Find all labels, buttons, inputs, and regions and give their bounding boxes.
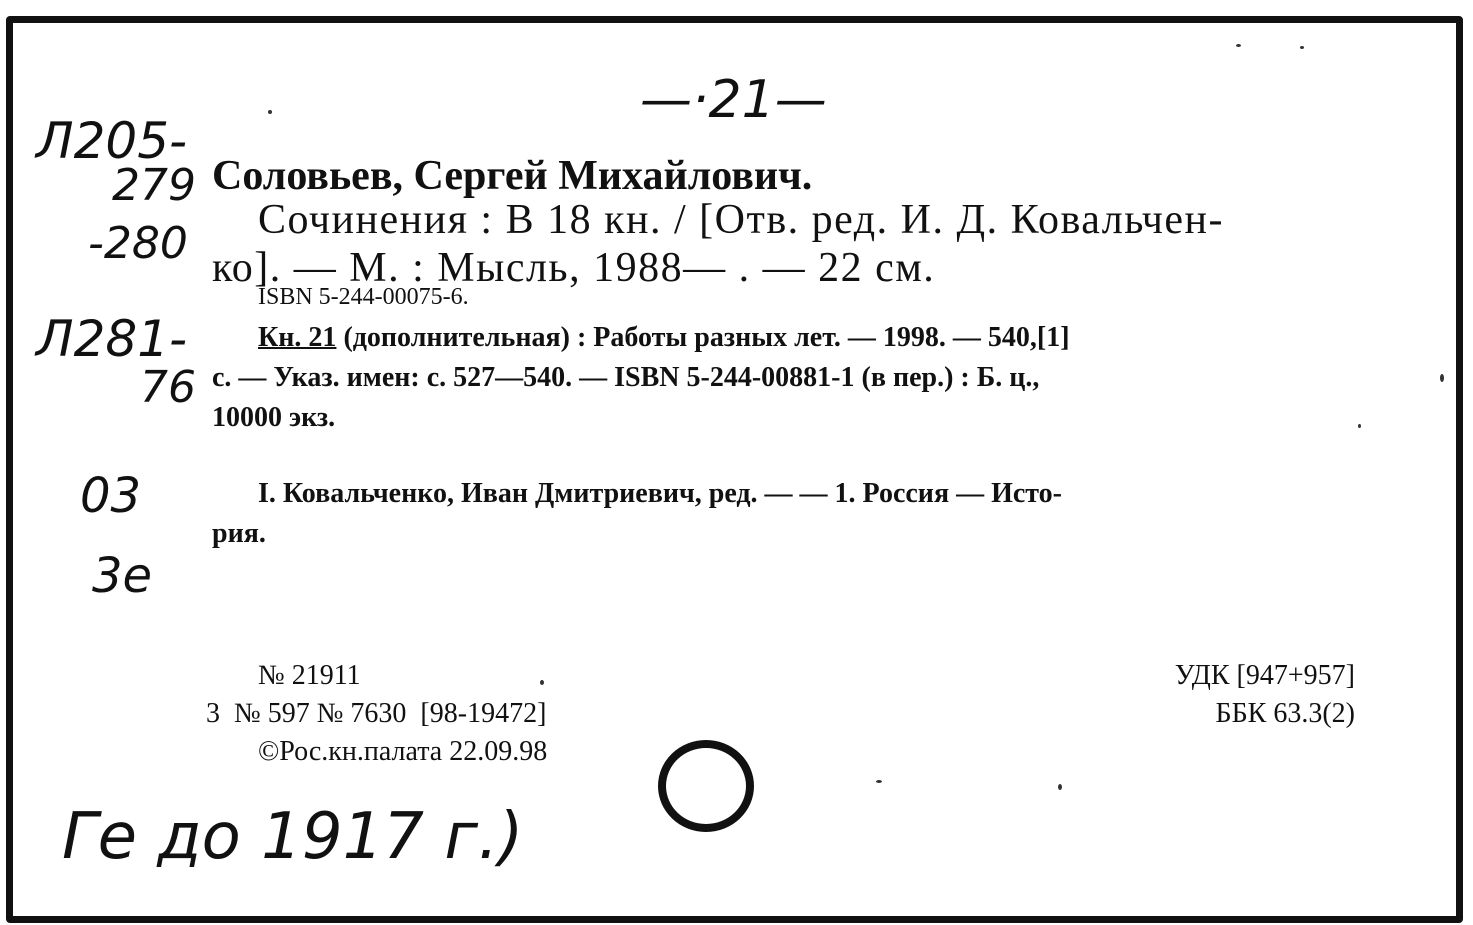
- handwritten-shelfmark-1-range-start: 279: [112, 160, 196, 211]
- scan-speck: [1058, 784, 1062, 790]
- scan-speck: [1358, 424, 1361, 428]
- handwritten-code-2: 3е: [92, 548, 153, 604]
- volume-line-1-rest: (дополнительная) : Работы разных лет. — 1998. — 540,[1]: [336, 322, 1070, 353]
- footer-number-2: 3 № 597 № 7630 [98-19472]: [206, 698, 547, 729]
- scan-speck: [1440, 374, 1444, 382]
- volume-label: Кн. 21: [258, 322, 337, 353]
- tracing-line-2: рия.: [212, 518, 266, 549]
- handwritten-code-1: 03: [80, 468, 142, 524]
- scan-speck: [876, 780, 882, 783]
- scan-speck: [540, 680, 544, 685]
- footer-number-1: № 21911: [258, 660, 361, 691]
- handwritten-shelfmark-1-range-end: -280: [88, 218, 188, 269]
- handwritten-shelfmark-1: Л205-: [36, 112, 188, 170]
- scan-speck: [268, 110, 272, 114]
- card-hole-circle: [658, 740, 754, 832]
- title-line-1: Сочинения : В 18 кн. / [Отв. ред. И. Д. Ковальчен-: [258, 197, 1224, 243]
- footer-book-chamber: ©Рос.кн.палата 22.09.98: [258, 736, 548, 767]
- title-line-2: ко]. — М. : Мысль, 1988— . — 22 см.: [212, 245, 936, 291]
- handwritten-volume-number: —·21—: [640, 70, 827, 130]
- tracing-line-1: I. Ковальченко, Иван Дмитриевич, ред. — — 1. Россия — Исто-: [258, 478, 1063, 509]
- volume-line-2: с. — Указ. имен: с. 527—540. — ISBN 5-244-00881-1 (в пер.) : Б. ц.,: [212, 362, 1040, 393]
- volume-line-3: 10000 экз.: [212, 402, 336, 433]
- bbk-code: ББК 63.3(2): [1215, 698, 1355, 729]
- handwritten-shelfmark-2: Л281-: [36, 310, 188, 368]
- isbn-main: ISBN 5-244-00075-6.: [258, 284, 469, 310]
- author-heading: Соловьев, Сергей Михайлович.: [212, 153, 813, 199]
- scan-speck: [1300, 46, 1304, 49]
- handwritten-bottom-note: Ге до 1917 г.): [62, 800, 524, 874]
- scan-speck: [1236, 44, 1241, 47]
- handwritten-shelfmark-2-sub: 76: [140, 362, 196, 413]
- udk-code: УДК [947+957]: [1174, 660, 1355, 691]
- volume-line-1: [258, 322, 1070, 354]
